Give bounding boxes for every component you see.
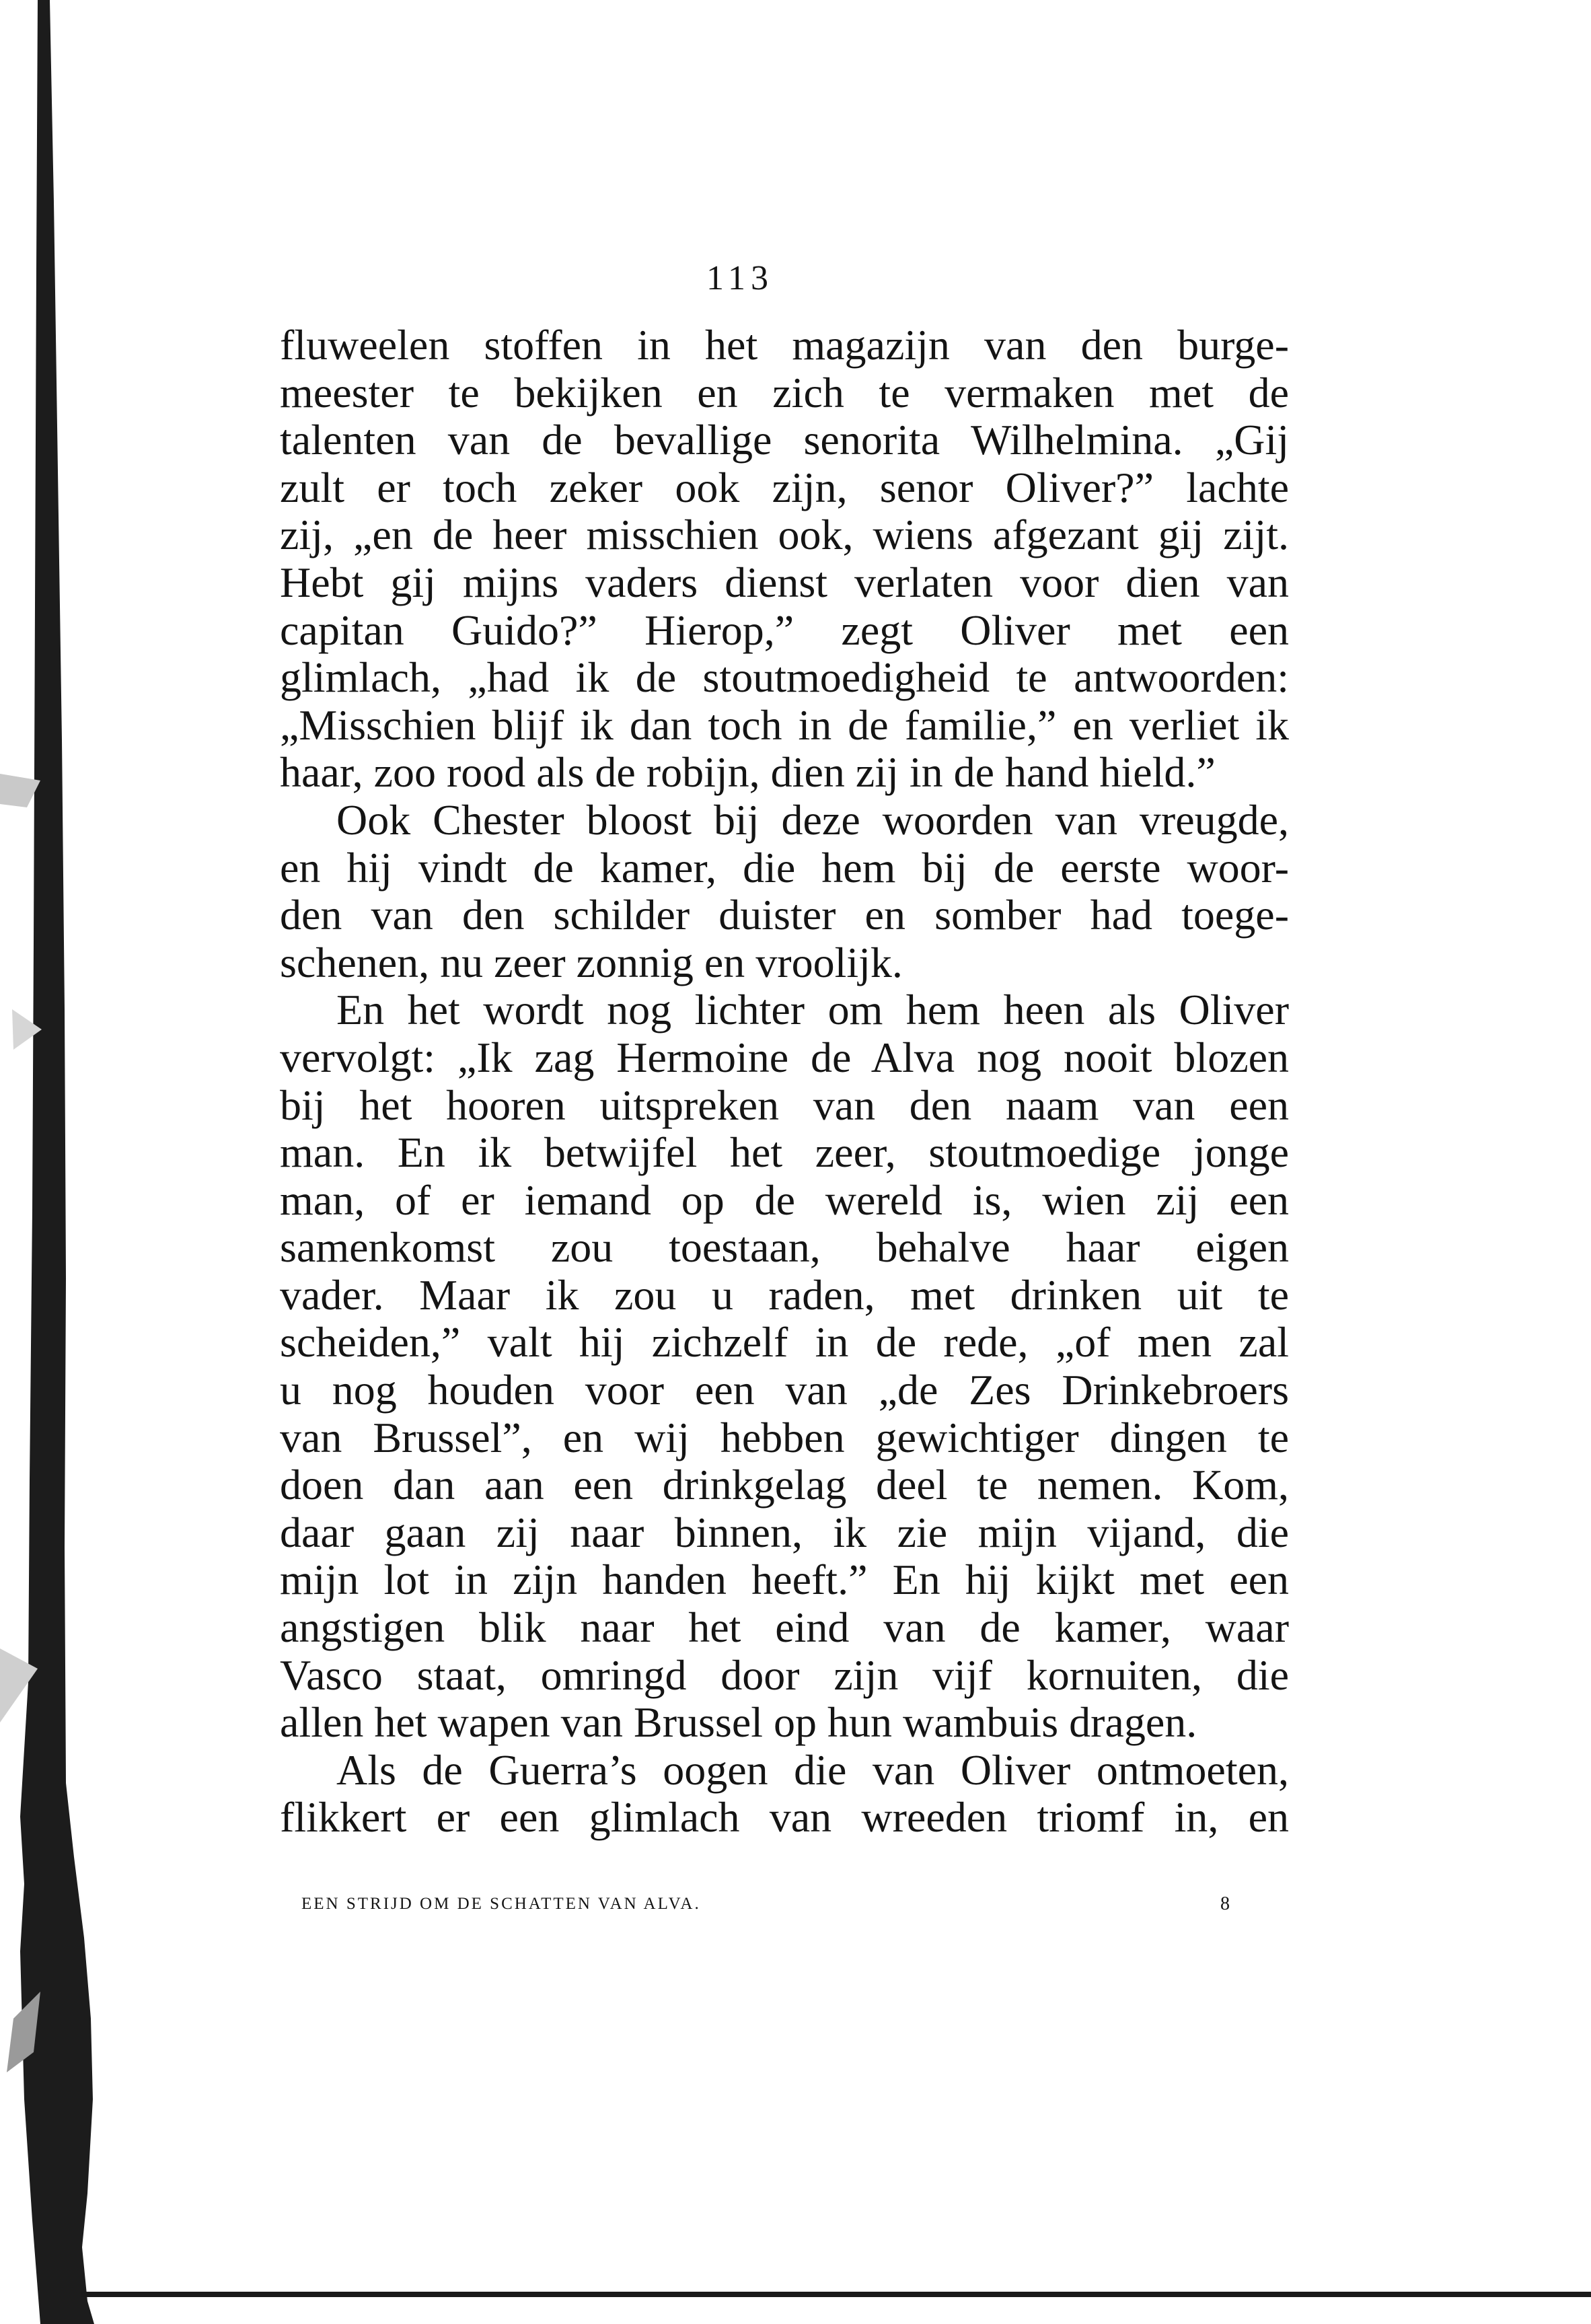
text-line: flikkert er een glimlach van wreeden triomf in, en [280,1793,1289,1842]
text-line: bij het hooren uitspreken van den naam van een [280,1081,1289,1129]
text-line: u nog houden voor een van „de Zes Drinkebroers [280,1366,1289,1414]
text-line: „Misschien blijf ik dan toch in de familie,” en verliet ik [280,700,1289,749]
page-binding-edge [0,0,108,2324]
text-line: En het wordt nog lichter om hem heen als Oliver [336,986,1289,1034]
text-line: fluweelen stoffen in het magazijn van den burge- [280,321,1289,369]
page-number: 113 [706,259,774,297]
text-line: schenen, nu zeer zonnig en vroolijk. [280,938,903,986]
body-text [280,322,1289,1842]
text-line: glimlach, „had ik de stoutmoedigheid te antwoorden: [280,653,1289,702]
text-line: doen dan aan een drinkgelag deel te nemen. Kom, [280,1461,1289,1509]
text-line: daar gaan zij naar binnen, ik zie mijn vijand, die [280,1508,1289,1556]
paragraph [280,1747,1289,1842]
text-line: capitan Guido?” Hierop,” zegt Oliver met een [280,606,1289,654]
text-line: man, of er iemand op de wereld is, wien zij een [280,1175,1289,1224]
text-line: Ook Chester bloost bij deze woorden van vreugde, [336,795,1289,844]
text-line: talenten van de bevallige senorita Wilhelmina. „Gij [280,416,1289,464]
text-line: zult er toch zeker ook zijn, senor Oliver?” lachte [280,463,1289,511]
paragraph [280,322,1289,797]
text-line: den van den schilder duister en somber had toege- [280,891,1289,939]
text-line: zij, „en de heer misschien ook, wiens afgezant gij zijt. [280,511,1289,559]
signature-mark: 8 [1220,1893,1230,1914]
text-line: man. En ik betwijfel het zeer, stoutmoedige jonge [280,1128,1289,1177]
text-line: mijn lot in zijn handen heeft.” En hij kijkt met een [280,1556,1289,1604]
page-footer [301,1891,1230,1918]
text-line: Hebt gij mijns vaders dienst verlaten voor dien van [280,558,1289,606]
text-line: vervolgt: „Ik zag Hermoine de Alva nog nooit blozen [280,1033,1289,1081]
text-line: vader. Maar ik zou u raden, met drinken uit te [280,1270,1289,1319]
text-line: Als de Guerra’s oogen die van Oliver ontmoeten, [336,1745,1289,1794]
text-line: angstigen blik naar het eind van de kamer, waar [280,1603,1289,1652]
text-line: meester te bekijken en zich te vermaken met de [280,368,1289,416]
text-line: en hij vindt de kamer, die hem bij de eerste woor- [280,843,1289,892]
text-line: Vasco staat, omringd door zijn vijf kornuiten, die [280,1650,1289,1699]
text-line: samenkomst zou toestaan, behalve haar eigen [280,1223,1289,1272]
running-footer-title: EEN STRIJD OM DE SCHATTEN VAN ALVA. [301,1895,701,1913]
text-line: scheiden,” valt hij zichzelf in de rede, „of men zal [280,1318,1289,1367]
paragraph [280,986,1289,1747]
paragraph [280,797,1289,986]
text-line: haar, zoo rood als de robijn, dien zij in de hand hield.” [280,748,1216,797]
text-line: allen het wapen van Brussel op hun wambuis dragen. [280,1698,1197,1747]
text-line: van Brussel”, en wij hebben gewichtiger dingen te [280,1413,1289,1461]
scan-bottom-edge [81,2292,1591,2297]
